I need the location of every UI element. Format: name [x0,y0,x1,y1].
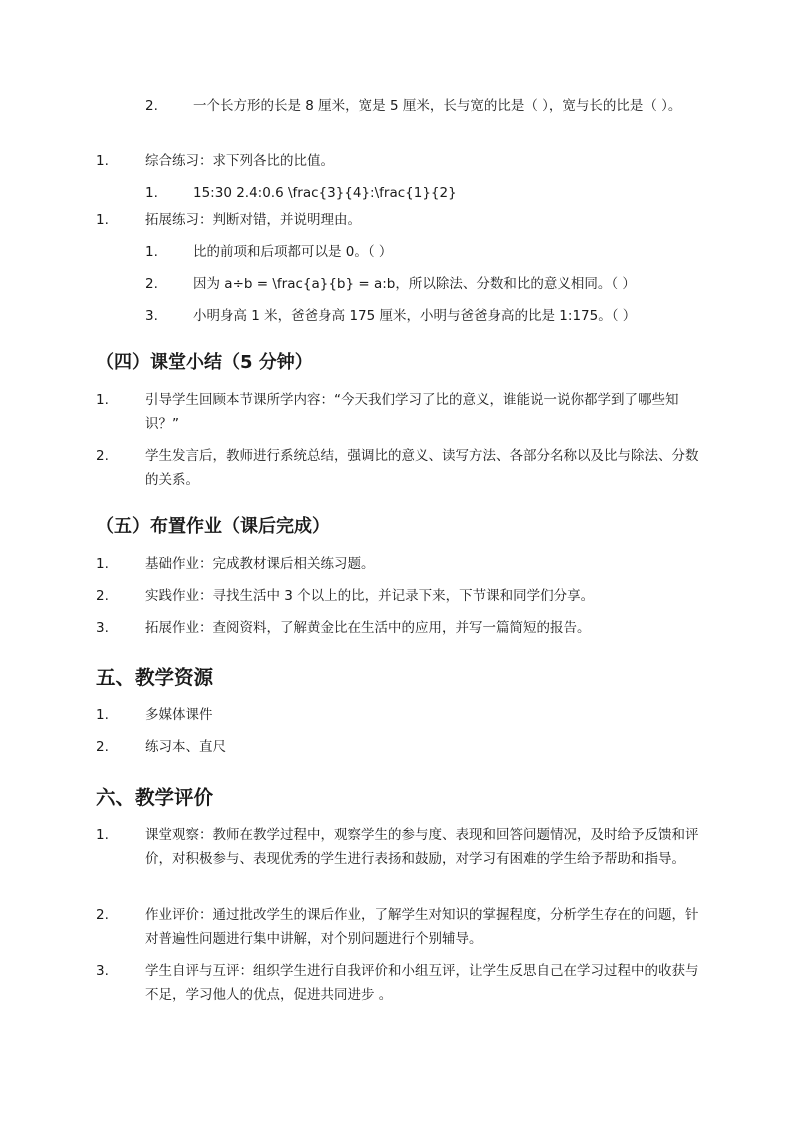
list-item-text: 学生发言后，教师进行系统总结，强调比的意义、读写方法、各部分名称以及比与除法、分数的关系。 [145,448,699,488]
list-number: 1. [96,392,109,408]
sub-list-item-text: 小明身高 1 米，爸爸身高 175 厘米，小明与爸爸身高的比是 1:175。（ ） [193,308,637,324]
list-item-text: 引导学生回顾本节课所学内容：“今天我们学习了比的意义，谁能说一说你都学到了哪些知识？” [145,392,679,432]
list-item-text: 拓展作业：查阅资料，了解黄金比在生活中的应用，并写一篇简短的报告。 [145,620,591,636]
list-item-text: 拓展练习：判断对错，并说明理由。 [145,212,361,228]
list-item-text: 综合练习：求下列各比的比值。 [145,153,334,169]
list-item-text: 实践作业：寻找生活中 3 个以上的比，并记录下来，下节课和同学们分享。 [145,588,595,604]
sub-list-item-text: 因为 a÷b = \frac{a}{b} = a:b，所以除法、分数和比的意义相同。（ ） [193,276,636,292]
list-number: 3. [96,963,109,979]
list-item-text: 学生自评与互评：组织学生进行自我评价和小组互评，让学生反思自己在学习过程中的收获与不足，学习他人的优点，促进共同进步 。 [145,963,699,1003]
list-number: 2. [96,588,109,604]
chapter-heading: 六、教学评价 [96,786,214,809]
list-number: 2. [96,907,109,923]
list-item-text: 课堂观察：教师在教学过程中，观察学生的参与度、表现和回答问题情况，及时给予反馈和评价，对积极参与、表现优秀的学生进行表扬和鼓励，对学习有困难的学生给予帮助和指导。 [145,827,699,867]
sub-list-number: 3. [145,308,158,324]
list-number: 1. [96,556,109,572]
sub-list-number: 2. [145,276,158,292]
list-number: 2. [96,448,109,464]
list-item-text: 作业评价：通过批改学生的课后作业，了解学生对知识的掌握程度，分析学生存在的问题，针对普遍性问题进行集中讲解，对个别问题进行个别辅导。 [145,907,699,947]
list-number: 1. [96,827,109,843]
list-item-text: 基础作业：完成教材课后相关练习题。 [145,556,375,572]
list-number: 1. [96,707,109,723]
list-number: 1. [96,212,109,228]
list-number: 1. [96,153,109,169]
list-item-text: 多媒体课件 [145,707,213,723]
section-heading: （五）布置作业（课后完成） [96,516,330,537]
sub-list-number: 1. [145,244,158,260]
section-heading: （四）课堂小结（5 分钟） [96,352,313,373]
list-number: 2. [96,739,109,755]
chapter-heading: 五、教学资源 [96,666,214,689]
sub-list-number: 1. [145,185,158,201]
list-item-text: 一个长方形的长是 8 厘米，宽是 5 厘米，长与宽的比是（ ），宽与长的比是（ ）。 [193,98,682,114]
list-number: 3. [96,620,109,636]
sub-list-item-text: 比的前项和后项都可以是 0。（ ） [193,244,393,260]
sub-list-item-text: 15:30 2.4:0.6 \frac{3}{4}:\frac{1}{2} [193,185,457,201]
list-item-text: 练习本、直尺 [145,739,226,755]
list-number: 2. [145,98,158,114]
